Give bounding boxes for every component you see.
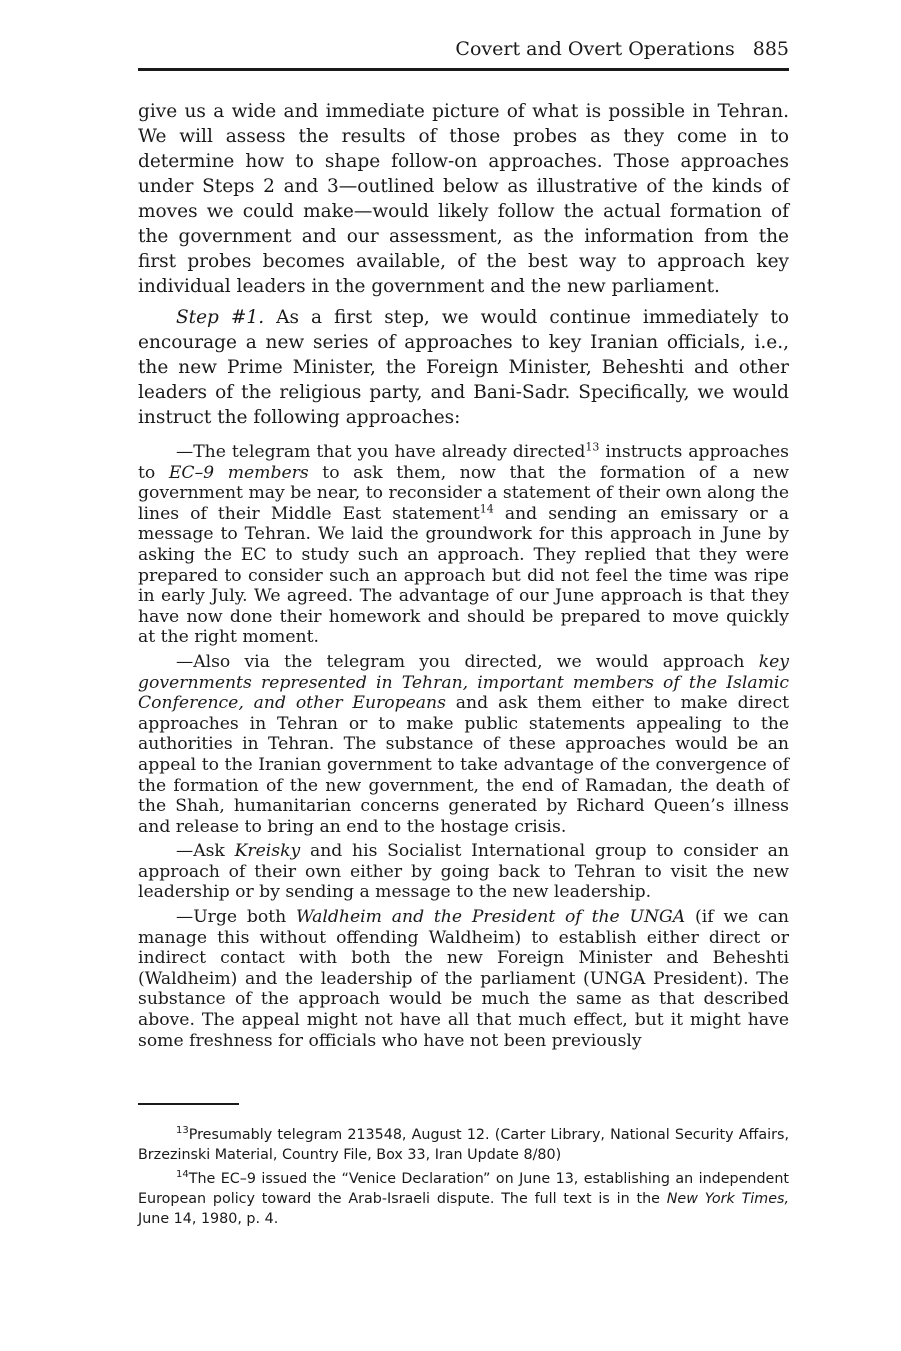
approach-kreisky-text-a: —Ask [176,841,235,862]
footnote-number: 14 [176,1169,189,1181]
footnotes [138,1125,789,1233]
footnote-ref-13[interactable]: 13 [585,440,600,454]
footnote-rule [138,1103,239,1105]
footnote-14 [138,1169,789,1229]
approach-waldheim-text-a: —Urge both [176,907,296,928]
approach-governments-text-a: —Also via the telegram you directed, we would approach [176,651,759,672]
footnote-number: 13 [176,1125,189,1137]
footnote-14-text-b: June 14, 1980, p. 4. [138,1211,279,1227]
paragraph-step-1 [138,305,789,430]
approach-ec9-text-b: instructs approaches to [138,442,789,483]
approach-ec9-emphasis: EC–9 members [168,462,309,483]
footnote-13 [138,1125,789,1165]
step-label: Step #1. [176,307,265,328]
running-header [455,36,789,62]
approach-kreisky-emphasis: Kreisky [234,841,301,862]
header-rule [138,68,789,71]
approach-waldheim-emphasis: Waldheim and the President of the UNGA [296,907,686,928]
approach-kreisky [138,841,789,903]
running-title: Covert and Overt Operations [455,38,735,60]
approach-ec9-text-d: and sending an emissary or a message to Tehran. We laid the groundwork for this approach in June by asking the EC to study such an approach. They replied that they were prepared to consider such an approach but did not feel the time was ripe in early July. We agreed. The advantage of our June approach is that they have now done their homework and should be prepared to move quickly at the right moment. [138,503,790,648]
approach-governments-text-b: and ask them either to make direct approaches in Tehran or to make public statements appealing to the authorities in Tehran. The substance of these approaches would be an appeal to the Iranian government to take advantage of the convergence of the formation of the new government, the end of Ramadan, the death of the Shah, humanitarian concerns generated by Richard Queen’s illness and release to bring an end to the hostage crisis. [138,693,789,837]
footnote-14-text-a: The EC–9 issued the “Venice Declaration” on June 13, establishing an independent European policy toward the Arab-Israeli dispute. The full text is in the [138,1171,789,1207]
approach-ec9 [138,442,789,648]
footnote-13-text: Presumably telegram 213548, August 12. (Carter Library, National Security Affairs, Brzezinski Material, Country File, Box 33, Iran Update 8/80) [138,1127,789,1163]
approach-ec9-text-c: to ask them, now that the formation of a new government may be near, to reconsider a statement of their own along the lines of their Middle East statement [138,462,790,524]
footnote-14-emphasis: New York Times, [666,1191,789,1207]
approach-ec9-text-a: —The telegram that you have already directed [176,442,586,462]
footnote-ref-14[interactable]: 14 [479,502,494,516]
approach-kreisky-text-b: and his Socialist International group to consider an approach of their own either by going back to Tehran to visit the new leadership or by sending a message to the new leadership. [138,841,789,903]
body-text [138,99,789,436]
paragraph-continuation: give us a wide and immediate picture of what is possible in Tehran. We will assess the results of those probes as they come in to determine how to shape follow-on approaches. Those approaches under Steps 2 and 3—outlined below as illustrative of the kinds of moves we could make—would likely follow the actual formation of the government and our assessment, as the information from the first probes becomes available, of the best way to approach key individual leaders in the government and the new parliament. [138,101,789,297]
step-1-text: As a first step, we would continue immediately to encourage a new series of approaches to key Iranian officials, i.e., the new Prime Minister, the Foreign Minister, Beheshti and other leaders of the religious party, and Bani-Sadr. Specifically, we would instruct the following approaches: [138,307,789,428]
approach-waldheim-text-b: (if we can manage this without offending Waldheim) to establish either direct or indirect contact with both the new Foreign Minister and Beheshti (Waldheim) and the leadership of the parliament (UNGA President). The substance of the approach would be much the same as that described above. The appeal might not have all that much effect, but it might have some freshness for officials who have not been previously [138,907,789,1051]
quoted-approaches [138,442,789,1055]
approach-governments-emphasis: key governments represented in Tehran, important members of the Islamic Conference, and other Europeans [138,651,789,714]
page-number: 885 [752,38,789,60]
approach-key-governments [138,652,789,837]
approach-waldheim [138,907,789,1051]
